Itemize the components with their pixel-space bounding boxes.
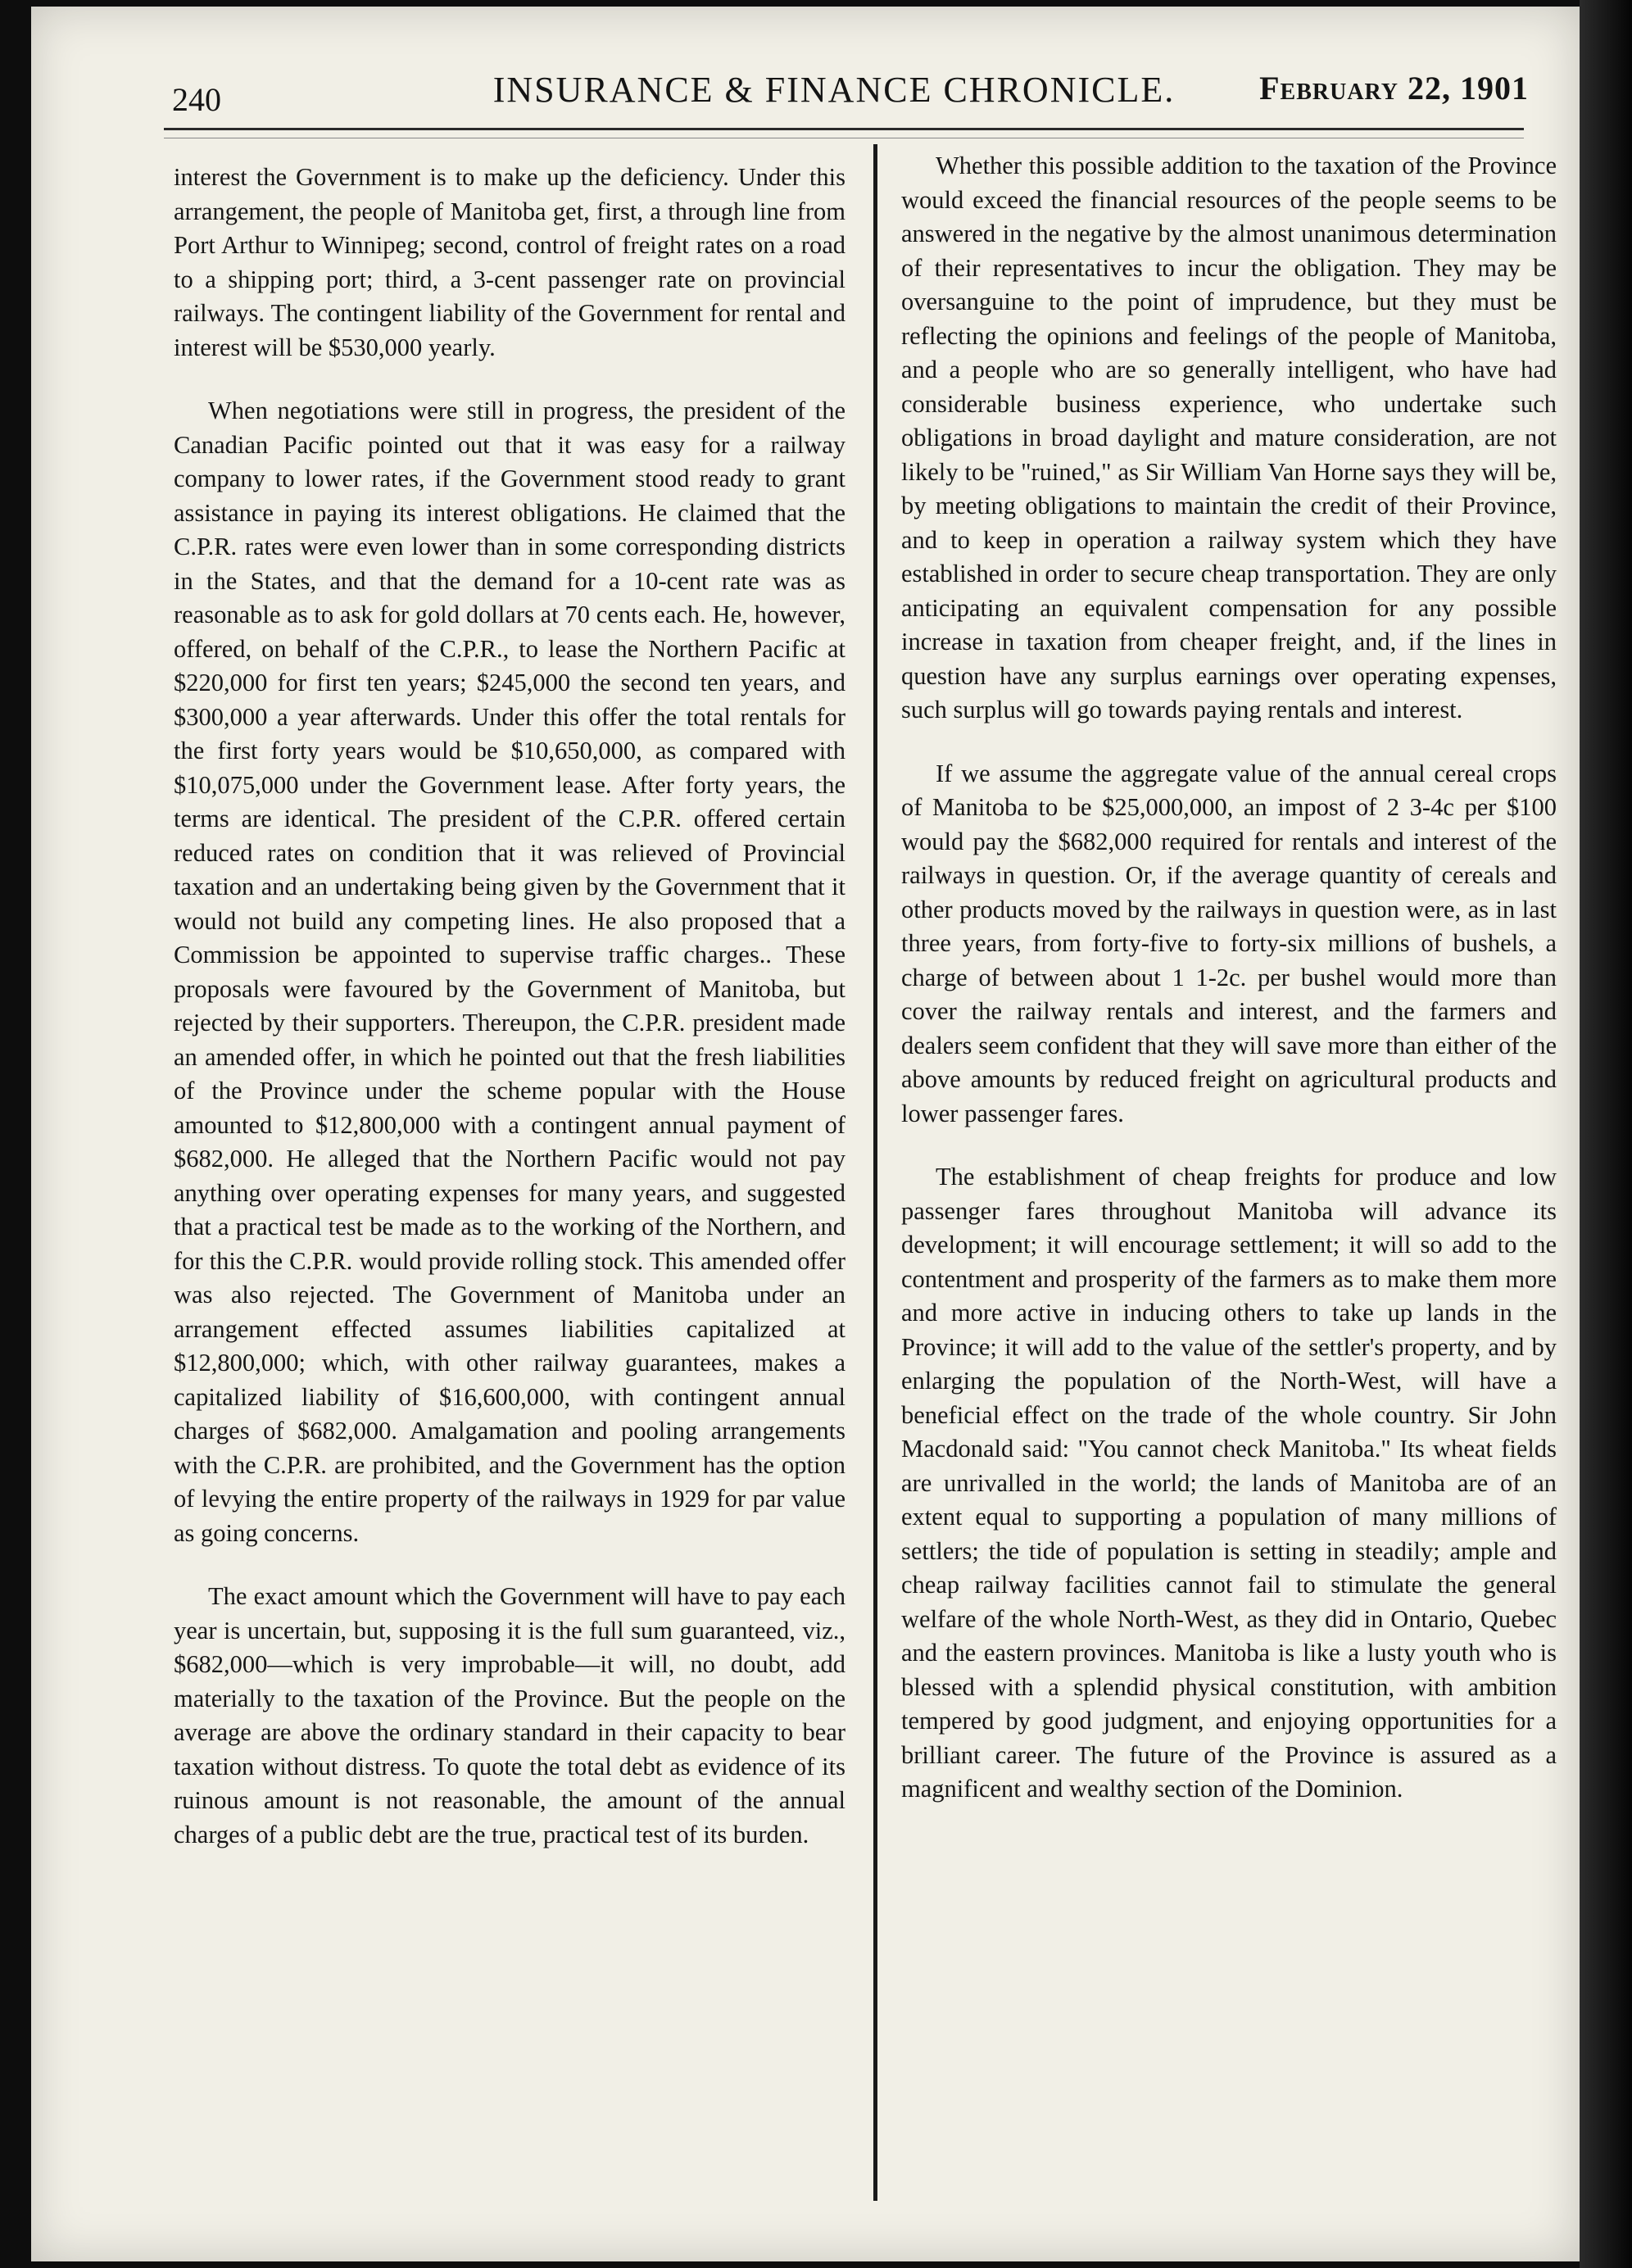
paragraph: If we assume the aggregate value of the annual cereal crops of Manitoba to be $25,000,000, an impost of 2 3-4c per $100 would pay the $682,000 required for rentals and interest of the railways in question. Or, if the average quantity of cereals and other products moved by the railways in question were, as in last three years, from forty-five to forty-six millions of bushels, a charge of between about 1 1-2c. per bushel would more than cover the railway rentals and interest, and the farmers and dealers seem confident that they will save more than either of the above amounts by reduced freight on agricultural products and lower passenger fares. <box>901 759 1557 1127</box>
column-divider <box>873 144 877 2201</box>
header-rule <box>164 128 1524 130</box>
paragraph: The establishment of cheap freights for produce and low passenger fares throughout Manitoba will advance its development; it will encourage settlement; it will so add to the contentment and prosperity of the farmers as to make them more and more active in inducing others to take up lands in the Province; it will add to the value of the settler's property, and by enlarging the population of the North-West, will have a beneficial effect on the trade of the whole country. Sir John Macdonald said: "You cannot check Manitoba." Its wheat fields are unrivalled in the world; the lands of Manitoba are of an extent equal to supporting a population of many millions of settlers; the tide of population is setting in steadily; ample and cheap railway facilities cannot fail to stimulate the general welfare of the whole North-West, as they did in Ontario, Quebec and the eastern provinces. Manitoba is like a lusty youth who is blessed with a splendid physical constitution, with ambition tempered by good judgment, and enjoying opportunities for a brilliant career. The future of the Province is assured as a magnificent and wealthy section of the Dominion. <box>901 1163 1557 1803</box>
issue-date: February 22, 1901 <box>1259 70 1529 107</box>
page-number: 240 <box>172 81 221 118</box>
publication-title: INSURANCE & FINANCE CHRONICLE. <box>492 70 1176 110</box>
paragraph: interest the Government is to make up the deficiency. Under this arrangement, the people of Manitoba get, first, a through line from Port Arthur to Winnipeg; second, control of freight rates on a road to a shipping port; third, a 3-cent passenger rate on provincial railways. The contingent liability of the Government for rental and interest will be $530,000 yearly. <box>174 163 845 361</box>
paragraph: When negotiations were still in progress, the president of the Canadian Pacific pointed out that it was easy for a railway company to lower rates, if the Government stood ready to grant assistance in paying its interest obligations. He claimed that the C.P.R. rates were even lower than in some corresponding districts in the States, and that the demand for a 10-cent rate was as reasonable as to ask for gold dollars at 70 cents each. He, however, offered, on behalf of the C.P.R., to lease the Northern Pacific at $220,000 for first ten years; $245,000 the second ten years, and $300,000 a year afterwards. Under this offer the total rentals for the first forty years would be $10,650,000, as compared with $10,075,000 under the Government lease. After forty years, the terms are identical. The president of the C.P.R. offered certain reduced rates on condition that it was relieved of Provincial taxation and an undertaking being given by the Government that it would not build any competing lines. He also proposed that a Commission be appointed to supervise traffic charges.. These proposals were favoured by the Government of Manitoba, but rejected by their supporters. Thereupon, the C.P.R. president made an amended offer, in which he pointed out that the fresh liabilities of the Province under the scheme popular with the House amounted to $12,800,000 with a contingent annual payment of $682,000. He alleged that the Northern Pacific would not pay anything over operating expenses for many years, and suggested that a practical test be made as to the working of the Northern, and for this the C.P.R. would provide rolling stock. This amended offer was also rejected. The Government of Manitoba under an arrangement effected assumes liabilities capitalized at $12,800,000; which, with other railway guarantees, makes a capitalized liability of $16,600,000, with contingent annual charges of $682,000. Amalgamation and pooling arrangements with the C.P.R. are prohibited, and the Government has the option of levying the entire property of the railways in 1929 for par value as going concerns. <box>174 397 845 1547</box>
left-column <box>174 161 845 1881</box>
paragraph: The exact amount which the Government will have to pay each year is uncertain, but, supposing it is the full sum guaranteed, viz., $682,000—which is very improbable—it will, no doubt, add materially to the taxation of the Province. But the people on the average are above the ordinary standard in their capacity to bear taxation without distress. To quote the total debt as evidence of its ruinous amount is not reasonable, the amount of the annual charges of a public debt are the true, practical test of its burden. <box>174 1582 845 1848</box>
right-column <box>901 149 1557 1836</box>
scan-edge-shadow <box>1580 0 1632 2268</box>
paragraph: Whether this possible addition to the taxation of the Province would exceed the financial resources of the people seems to be answered in the negative by the almost unanimous determination of their representatives to incur the obligation. They may be oversanguine to the point of imprudence, but they must be reflecting the opinions and feelings of the people of Manitoba, and a people who are so generally intelligent, who have had considerable business experience, who undertake such obligations in broad daylight and mature consideration, are not likely to be "ruined," as Sir William Van Horne says they will be, by meeting obligations to maintain the credit of their Province, and to keep in operation a railway system which they have established in order to secure cheap transportation. They are only anticipating an equivalent compensation for any possible increase in taxation from cheaper freight, and, if the lines in question have any surplus earnings over operating expenses, such surplus will go towards paying rentals and interest. <box>901 152 1557 723</box>
running-header <box>139 64 1529 116</box>
